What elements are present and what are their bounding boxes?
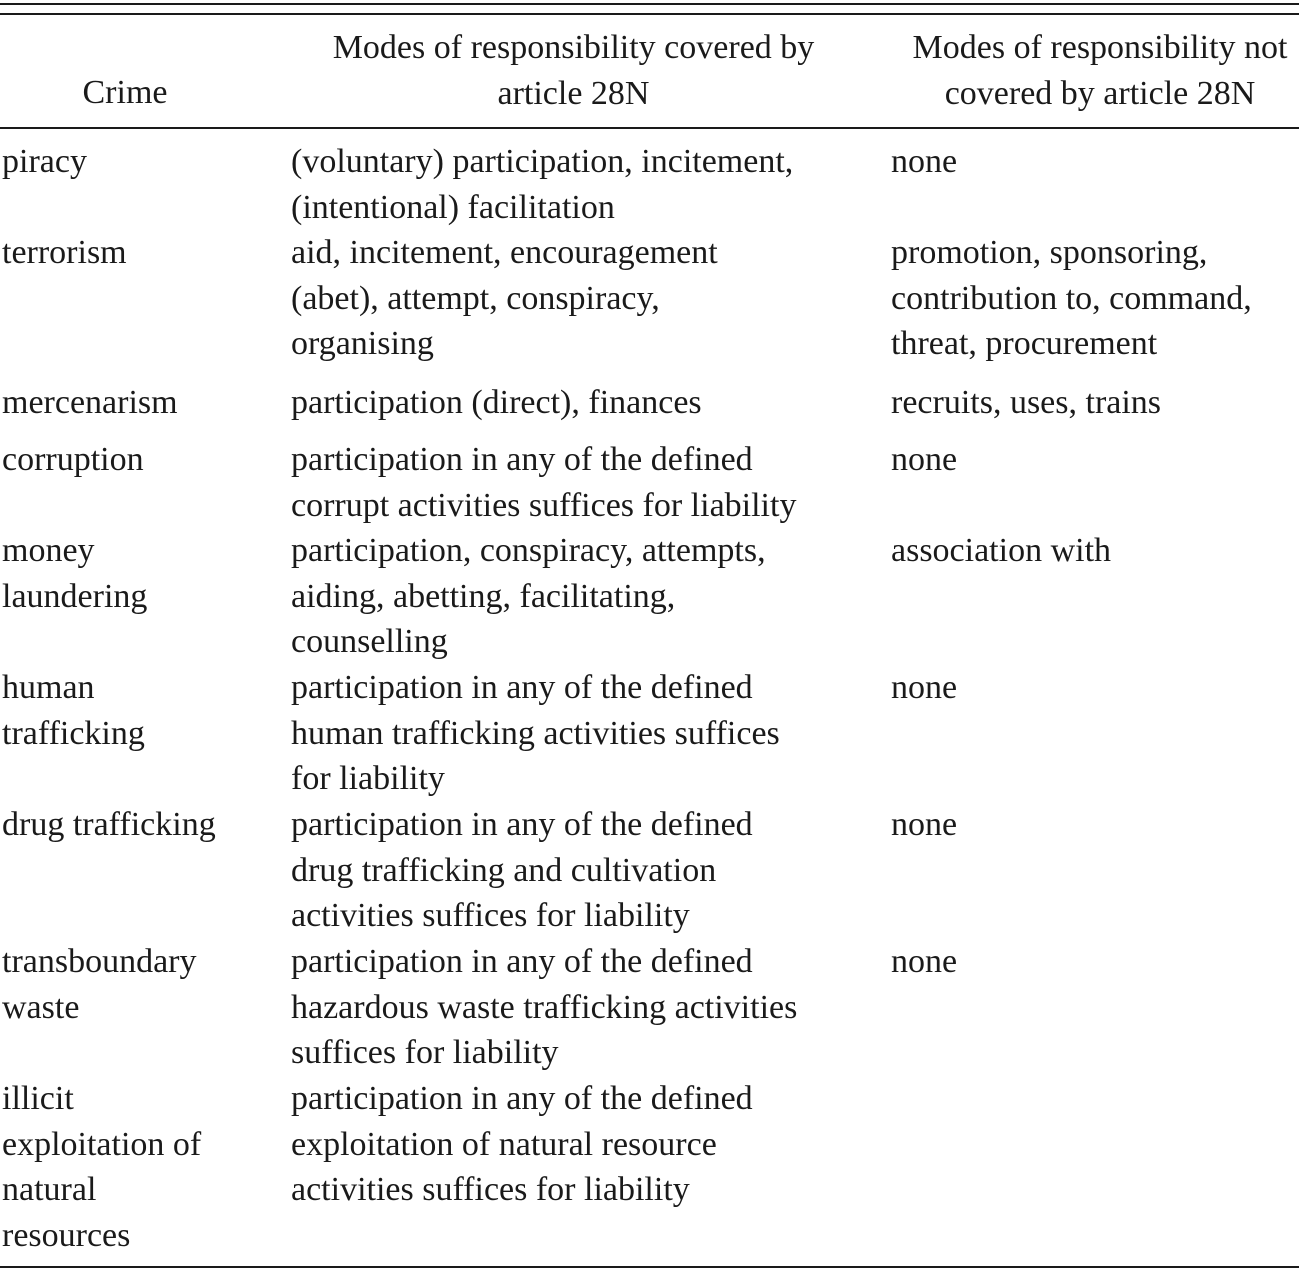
row-illicit-exploitation-covered: participation in any of the defined exploitation of natural resource activities suffices for liability	[291, 1080, 753, 1208]
row-corruption-covered: participation in any of the defined corrupt activities suffices for liability	[291, 441, 797, 524]
row-piracy-not-covered: none	[891, 143, 958, 180]
row-drug-trafficking-covered: participation in any of the defined drug trafficking and cultivation activities suffices for liability	[291, 806, 753, 934]
table-bottom-rule	[0, 1266, 1299, 1268]
row-illicit-exploitation-crime: illicit exploitation of natural resources	[2, 1080, 202, 1254]
row-terrorism-crime: terrorism	[2, 234, 127, 271]
row-money-laundering-covered: participation, conspiracy, attempts, aiding, abetting, facilitating, counselling	[291, 532, 766, 660]
row-piracy-covered: (voluntary) participation, incitement, (intentional) facilitation	[291, 143, 794, 226]
row-transboundary-waste-crime: transboundary waste	[2, 943, 197, 1026]
header-covered-line: article 28N	[497, 74, 650, 112]
row-money-laundering-crime: money laundering	[2, 532, 148, 615]
header-covered-line: Modes of responsibility covered by	[332, 29, 815, 66]
row-mercenarism-covered: participation (direct), finances	[291, 384, 702, 421]
row-corruption-crime: corruption	[2, 441, 144, 478]
row-human-trafficking-covered: participation in any of the defined human trafficking activities suffices for liability	[291, 669, 780, 797]
table-top-rule-inner	[0, 13, 1299, 15]
header-covered	[291, 25, 856, 116]
row-mercenarism-crime: mercenarism	[2, 384, 178, 421]
header-not-covered-line: Modes of responsibility not	[912, 29, 1288, 66]
row-drug-trafficking-crime: drug trafficking	[2, 806, 216, 843]
row-mercenarism-not-covered: recruits, uses, trains	[891, 384, 1162, 421]
header-crime-label: Crime	[82, 74, 168, 111]
row-terrorism-not-covered: promotion, sponsoring, contribution to, command, threat, procurement	[891, 234, 1252, 362]
row-transboundary-waste-not-covered: none	[891, 943, 958, 980]
table-header-rule	[0, 127, 1299, 129]
header-not-covered-line: covered by article 28N	[944, 74, 1256, 112]
row-corruption-not-covered: none	[891, 441, 958, 478]
row-drug-trafficking-not-covered: none	[891, 806, 958, 843]
header-not-covered	[880, 25, 1299, 116]
row-transboundary-waste-covered: participation in any of the defined hazardous waste trafficking activities suffices for liability	[291, 943, 798, 1071]
row-human-trafficking-not-covered: none	[891, 669, 958, 706]
row-human-trafficking-crime: human trafficking	[2, 669, 145, 752]
row-money-laundering-not-covered: association with	[891, 532, 1112, 569]
header-crime	[0, 70, 250, 116]
row-terrorism-covered: aid, incitement, encouragement (abet), attempt, conspiracy, organising	[291, 234, 718, 362]
table-top-rule-outer	[0, 3, 1299, 5]
row-piracy-crime: piracy	[2, 143, 87, 180]
